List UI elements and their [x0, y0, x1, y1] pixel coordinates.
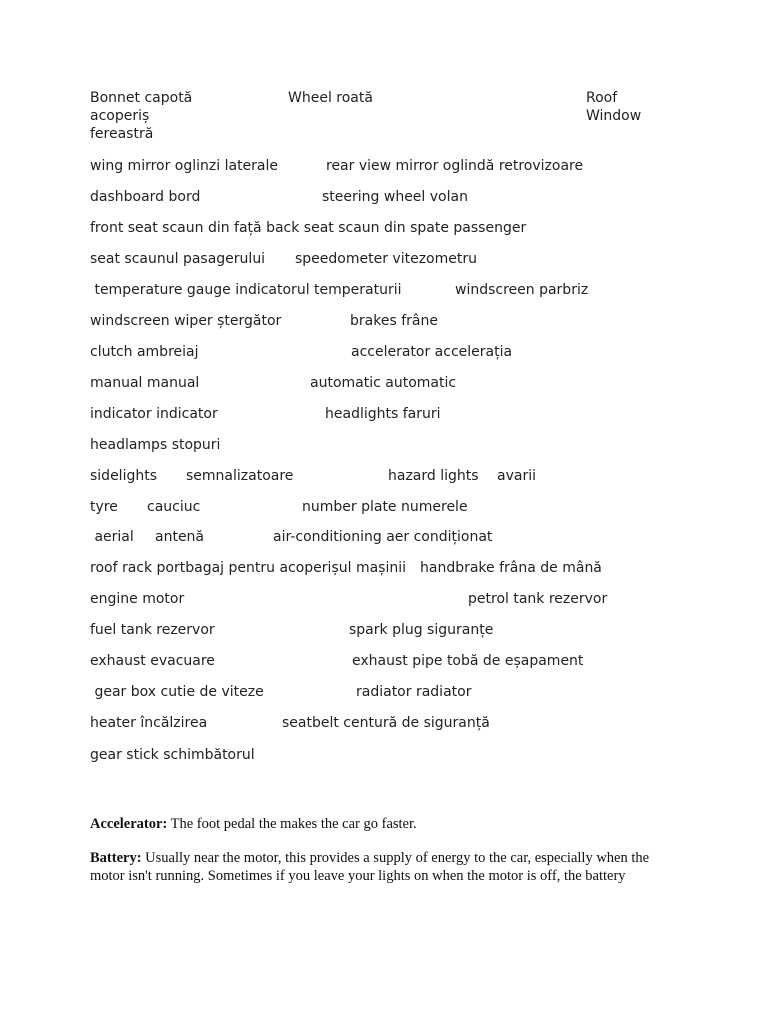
vocab-term: exhaust evacuare: [90, 653, 215, 669]
vocab-acoperis: acoperiș: [90, 108, 150, 124]
vocab-term: petrol tank rezervor: [468, 591, 608, 607]
vocab-term: windscreen wiper ștergător: [90, 313, 282, 329]
vocab-term: headlamps stopuri: [90, 437, 221, 453]
vocab-term: hazard lights: [388, 468, 479, 484]
definition-text: Usually near the motor, this provides a supply of energy to the car, especially when the motor isn't running. Sometimes if you leave your lights on when the motor is off, the battery: [90, 850, 650, 884]
vocab-term: automatic automatic: [310, 375, 457, 391]
vocab-term: seatbelt centură de siguranță: [282, 715, 490, 731]
vocab-term: seat scaunul pasagerului: [90, 251, 266, 267]
vocab-term: cauciuc: [147, 499, 201, 515]
vocab-wheel: Wheel roată: [288, 90, 373, 106]
vocab-term: gear box cutie de viteze: [90, 684, 264, 700]
vocab-term: windscreen parbriz: [455, 282, 589, 298]
vocab-term: semnalizatoare: [186, 468, 294, 484]
vocab-term: front seat scaun din față back seat scaun din spate passenger: [90, 220, 527, 236]
vocab-term: engine motor: [90, 591, 185, 607]
vocab-term: brakes frâne: [350, 313, 438, 329]
vocab-term: gear stick schimbătorul: [90, 747, 255, 763]
vocab-term: rear view mirror oglindă retrovizoare: [326, 158, 584, 174]
vocab-window: Window: [586, 108, 642, 124]
definition-term: Accelerator:: [90, 816, 168, 832]
vocab-term: radiator radiator: [356, 684, 472, 700]
vocab-term: tyre: [90, 499, 118, 515]
vocab-term: exhaust pipe tobă de eșapament: [352, 653, 584, 669]
vocab-term: roof rack portbagaj pentru acoperișul mașinii: [90, 560, 407, 576]
vocab-term: fuel tank rezervor: [90, 622, 215, 638]
vocab-term: temperature gauge indicatorul temperaturii: [90, 282, 402, 298]
vocab-term: antenă: [155, 529, 205, 545]
vocab-term: steering wheel volan: [322, 189, 468, 205]
definition-term: Battery:: [90, 850, 142, 866]
vocab-term: aerial: [90, 529, 134, 545]
vocab-term: dashboard bord: [90, 189, 201, 205]
vocab-fereastra: fereastră: [90, 126, 154, 142]
vocab-term: manual manual: [90, 375, 200, 391]
vocab-term: avarii: [497, 468, 536, 484]
vocab-term: heater încălzirea: [90, 715, 208, 731]
vocab-term: spark plug siguranțe: [349, 622, 494, 638]
vocab-term: air-conditioning aer condiționat: [273, 529, 493, 545]
definition-accelerator: [90, 815, 680, 833]
vocab-term: number plate numerele: [302, 499, 468, 515]
vocab-term: clutch ambreiaj: [90, 344, 199, 360]
vocab-term: handbrake frâna de mână: [420, 560, 602, 576]
vocab-term: indicator indicator: [90, 406, 218, 422]
vocab-term: sidelights: [90, 468, 158, 484]
definition-battery: [90, 849, 680, 885]
vocab-term: wing mirror oglinzi laterale: [90, 158, 279, 174]
vocab-term: accelerator accelerația: [351, 344, 513, 360]
definition-text: The foot pedal the makes the car go faster.: [167, 816, 417, 832]
vocab-term: speedometer vitezometru: [295, 251, 477, 267]
vocab-term: headlights faruri: [325, 406, 441, 422]
vocab-roof: Roof: [586, 90, 618, 106]
vocab-bonnet: Bonnet capotă: [90, 90, 193, 106]
